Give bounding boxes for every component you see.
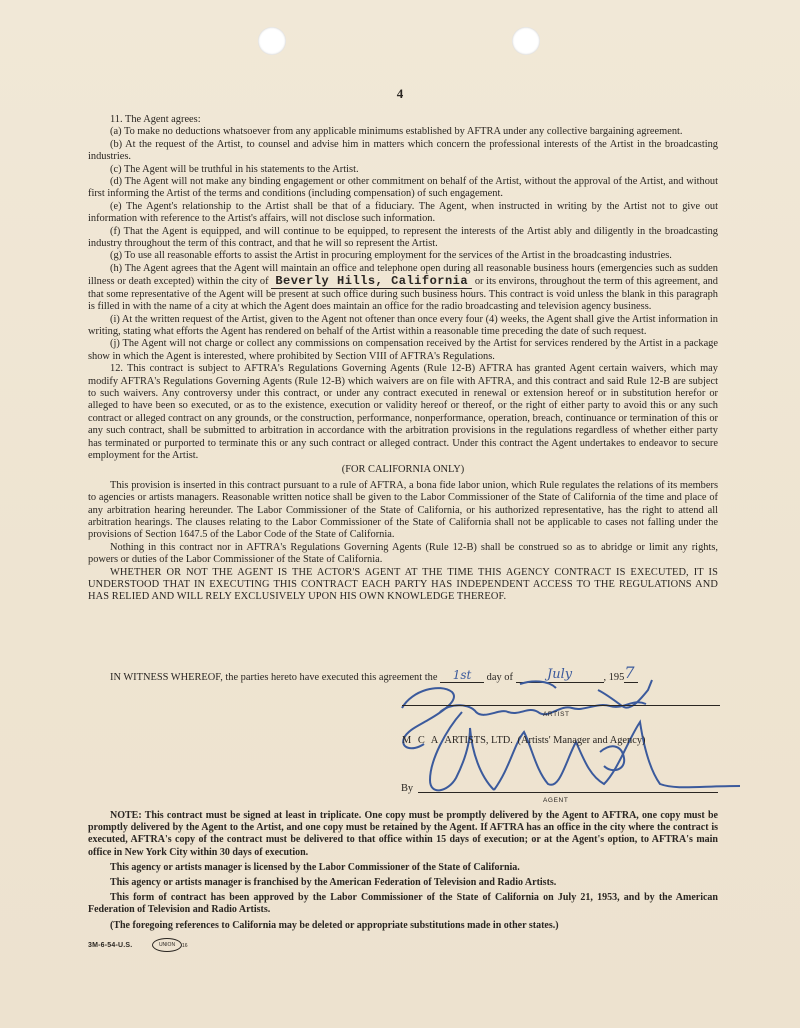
- print-code: 3M-6-54-U.S.: [88, 942, 133, 949]
- day-field[interactable]: [440, 668, 484, 683]
- year-value: 7: [624, 663, 635, 682]
- punch-hole: [258, 27, 286, 55]
- california-paragraph: This provision is inserted in this contract pursuant to a rule of AFTRA, a bona fide labor union, which Rule regulates the relations of its members to agencies or artists managers. Reasonable written notice shall be given to the Labor Commissioner of the State of California of the time and place of any arbitration hearing hereunder. The Labor Commissioner of the State of California, or his authorized representative, has the right to attend all arbitration hearings. The clauses relating to the Labor Commissioner of the State of California shall not be applicable to cases not falling under the provisions of Section 1647.5 of the Labor Code of the State of California.: [88, 479, 718, 541]
- day-value: 1st: [452, 668, 472, 682]
- clause-i: (i) At the written request of the Artist, given to the Agent not oftener than once every four (4) weeks, the Agent shall give the Artist information in writing, stating what efforts the Agent has rendered on behalf of the Artist within a reasonable time preceding the date of such request.: [88, 313, 718, 337]
- witness-line: [110, 663, 718, 683]
- approval-statement: This form of contract has been approved by the Labor Commissioner of the State of California on July 21, 1953, and by the American Federation of Television and Radio Artists.: [88, 892, 718, 916]
- clause-e: (e) The Agent's relationship to the Artist shall be that of a fiduciary. The Agent, when instructed in writing by the Artist not to give out information with reference to the Artist's affairs, will not disclose such information.: [88, 200, 718, 225]
- clause-c: (c) The Agent will be truthful in his statements to the Artist.: [110, 163, 359, 175]
- clause-12: 12. This contract is subject to AFTRA's Regulations Governing Agents (Rule 12-B) AFTRA has granted Agent certain waivers, which may modify AFTRA's Regulations Governing Agents (Rule 12-B) which waivers are on file with AFTRA, and this contract and said Rule 12-B are subject to such waivers. Any controversy under this contract, or under any contract executed in renewal or extension hereof or in substitution herefor or alleged to have been so executed, or as to the existence, execution or validity hereof or thereof, or the right of either party to avoid this or any such contract or alleged contract on any grounds, or the construction, performance, nonperformance, operation, breach, continuance or termination of this or any such contract, shall be submitted to arbitration in accordance with the arbitration provisions in the regulations regardless of whether either party has terminated or purported to terminate this or any such contract or alleged contract. Under this contract the Agent undertakes to endeavor to secure employment for the Artist.: [88, 363, 718, 461]
- license-statement: This agency or artists manager is licensed by the Labor Commissioner of the State of California.: [110, 861, 520, 873]
- clause-b: (b) At the request of the Artist, to counsel and advise him in matters which concern the professional interests of the Artist in the broadcasting industries.: [88, 138, 718, 163]
- witness-text: IN WITNESS WHEREOF, the parties hereto have executed this agreement the: [110, 672, 438, 683]
- agent-label: AGENT: [543, 797, 569, 804]
- month-value: July: [546, 667, 573, 682]
- agent-signature-stroke: [494, 722, 740, 790]
- caps-paragraph: WHETHER OR NOT THE AGENT IS THE ACTOR'S AGENT AT THE TIME THIS AGENCY CONTRACT IS EXECUTED, IT IS UNDERSTOOD THAT IN EXECUTING THIS CONTRACT EACH PARTY HAS INDEPENDENT ACCESS TO THE REGULATIONS AND HAS RELIED AND WILL RELY EXCLUSIVELY UPON HIS OWN KNOWLEDGE THEREOF.: [88, 566, 718, 603]
- clause-d: (d) The Agent will not make any binding engagement or other commitment on behalf of the Artist, without the approval of the Artist, and without first informing the Artist of the terms and conditions (including compensation) of such engagement.: [88, 176, 718, 200]
- notes-section: [88, 810, 718, 932]
- page-number: 4: [396, 86, 404, 101]
- clause-g: (g) To use all reasonable efforts to assist the Artist in procuring employment for the services of the Artist in the broadcasting industries.: [110, 250, 672, 262]
- clause-11-heading: 11. The Agent agrees:: [110, 114, 201, 125]
- agency-role: (Artists' Manager and Agency): [517, 735, 646, 746]
- witness-text-day-of: day of: [486, 672, 513, 683]
- artist-label: ARTIST: [543, 711, 570, 718]
- artist-signature-line[interactable]: [402, 705, 720, 706]
- month-field[interactable]: [516, 667, 604, 683]
- agency-name: [402, 735, 645, 746]
- substitution-statement: (The foregoing references to California may be deleted or appropriate substitutions made in other states.): [110, 919, 559, 931]
- california-paragraph: Nothing in this contract nor in AFTRA's Regulations Governing Agents (Rule 12-B) shall be construed so as to abridge or limit any rights, powers or duties of the Labor Commissioner of the State of California.: [88, 541, 718, 566]
- artist-signature-stroke: [520, 680, 652, 708]
- agency-name-text: ARTISTS, LTD.: [444, 735, 513, 746]
- agent-signature-stroke: [430, 712, 494, 790]
- franchise-statement: This agency or artists manager is franchised by the American Federation of Television and Radio Artists.: [110, 877, 557, 889]
- union-bug-icon: UNION: [152, 938, 182, 952]
- agent-signature-line[interactable]: [418, 792, 718, 793]
- clause-a: (a) To make no deductions whatsoever from any applicable minimums established by AFTRA under any collective bargaining agreement.: [110, 126, 683, 138]
- city-field[interactable]: Beverly Hills, California: [271, 274, 472, 289]
- by-label: By: [401, 783, 414, 794]
- clause-j: (j) The Agent will not charge or collect any commissions on compensation received by the Artist for services rendered by the Artist in a package show in which the Agent is interested, where prohibited by Section VIII of AFTRA's Regulations.: [88, 338, 718, 362]
- year-field[interactable]: [624, 663, 638, 683]
- clause-h-before: (h) The Agent agrees that the Agent will maintain an office and telephone open during all reasonable business hours (emergencies such as sudden illness or death excepted) within the city of: [88, 262, 718, 288]
- witness-year-prefix: , 195: [603, 672, 625, 683]
- punch-hole: [512, 27, 540, 55]
- contract-body: [88, 114, 718, 604]
- agency-prefix: M C A: [402, 735, 440, 746]
- note-paragraph: NOTE: This contract must be signed at least in triplicate. One copy must be promptly delivered by the Agent to AFTRA, one copy must be promptly delivered by the Agent to the Artist, and one copy must be retained by the Agent. If AFTRA has an office in the city where the contract is executed, AFTRA's copy of the contract must be delivered to that office within 15 days of execution; or at the Agent's option, to AFTRA's main office in New York City within 30 days of execution.: [88, 810, 718, 858]
- clause-h-after: or its environs, throughout the term of this agreement, and that some representative of the Agent will be present at such office during such business hours. This contract is void unless the blank in this paragraph is filled in with the name of a city at which the Agent does maintain an office for the radio broadcasting and television agency business.: [88, 276, 718, 313]
- california-heading: (FOR CALIFORNIA ONLY): [341, 464, 465, 476]
- clause-h: [88, 263, 718, 314]
- agent-signature-stroke: [600, 746, 624, 770]
- union-bug-number: 16: [182, 943, 188, 949]
- clause-f: (f) That the Agent is equipped, and will continue to be equipped, to represent the interests of the Artist ably and diligently in the broadcasting industry throughout the term of this contract, and that he will so represent the Artist.: [88, 225, 718, 250]
